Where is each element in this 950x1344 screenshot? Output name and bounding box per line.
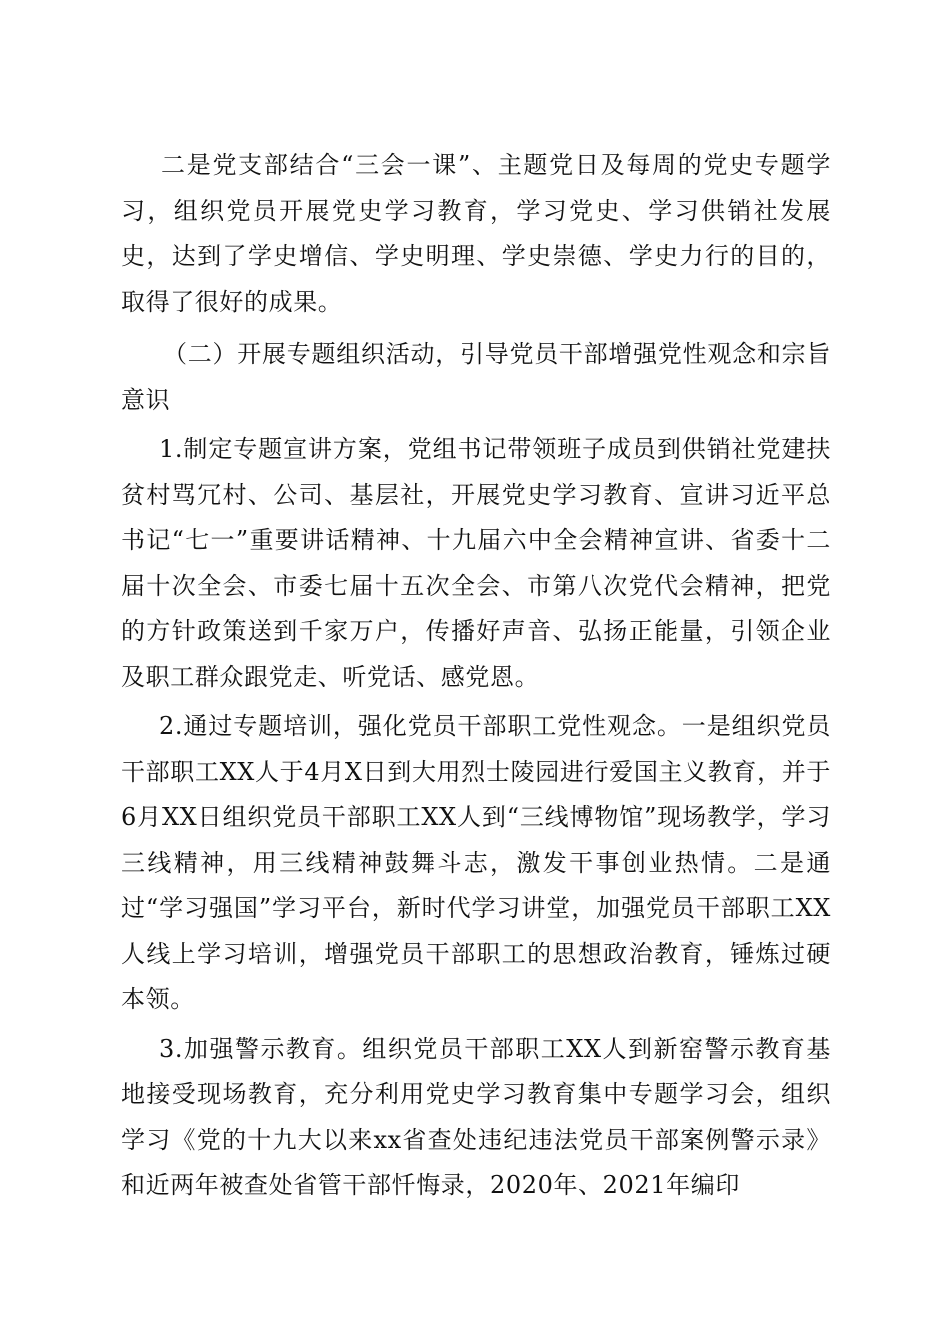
paragraph-party-branch-study: 二是党支部结合“三会一课”、主题党日及每周的党史专题学习，组织党员开展党史学习教育，学习党史、学习供销社发展史，达到了学史增信、学史明理、学史崇德、学史力行的目的，取得了很好的成果。 bbox=[121, 151, 831, 316]
document-body bbox=[121, 143, 831, 1209]
paragraph-item-3: 3.加强警示教育。组织党员干部职工XX人到新窑警示教育基地接受现场教育，充分利用党史学习教育集中专题学习会，组织学习《党的十九大以来xx省查处违纪违法党员干部案例警示录》和近两年被查处省管干部忏悔录，2020年、2021年编印 bbox=[121, 1034, 831, 1199]
paragraph-item-2: 2.通过专题培训，强化党员干部职工党性观念。一是组织党员干部职工XX人于4月X日到大用烈士陵园进行爱国主义教育，并于6月XX日组织党员干部职工XX人到“三线博物馆”现场教学，学习三线精神，用三线精神鼓舞斗志，激发干事创业热情。二是通过“学习强国”学习平台，新时代学习讲堂，加强党员干部职工XX人线上学习培训，增强党员干部职工的思想政治教育，锤炼过硬本领。 bbox=[121, 712, 831, 1013]
section-heading-2: （二）开展专题组织活动，引导党员干部增强党性观念和宗旨意识 bbox=[121, 340, 831, 414]
paragraph-item-1: 1.制定专题宣讲方案，党组书记带领班子成员到供销社党建扶贫村骂冗村、公司、基层社，开展党史学习教育、宣讲习近平总书记“七一”重要讲话精神、十九届六中全会精神宣讲、省委十二届十次全会、市委七届十五次全会、市第八次党代会精神，把党的方针政策送到千家万户，传播好声音、弘扬正能量，引领企业及职工群众跟党走、听党话、感党恩。 bbox=[121, 435, 831, 691]
